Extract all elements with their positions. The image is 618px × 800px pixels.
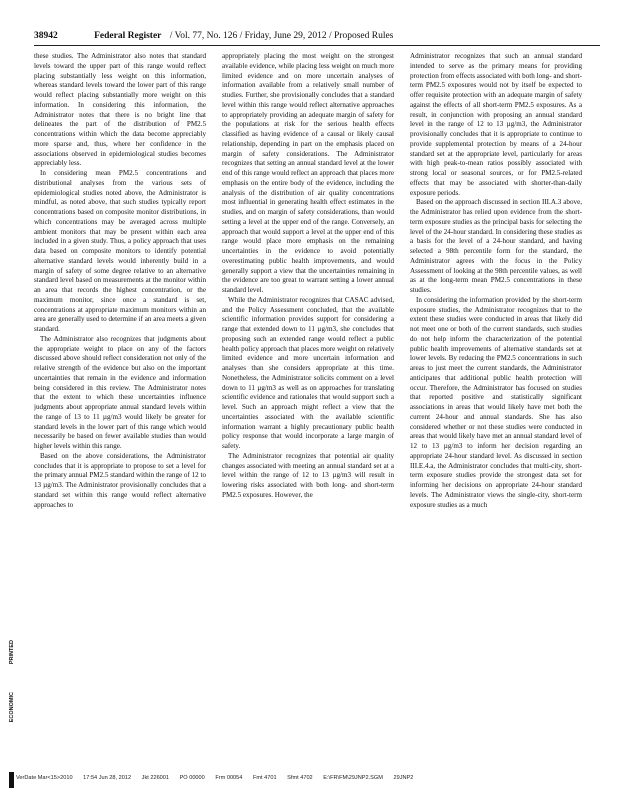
- column-3: [410, 52, 582, 757]
- footer-verdate: VerDate Mar<15>2010: [16, 775, 73, 781]
- page-footer: [16, 773, 606, 783]
- body-columns: [34, 52, 600, 757]
- paragraph: Based on the above considerations, the Administrator concludes that it is appropriate to propose to set a level for the primary annual PM2.5 standard within the range of 12 to 13 µg/m3. The Administrator provisionally concludes that a standard set within this range would reflect alternative approaches to: [34, 451, 206, 509]
- column-2: [222, 52, 394, 757]
- header-rule: [34, 45, 600, 46]
- footer-code: 29JNP2: [393, 775, 414, 781]
- paragraph: these studies. The Administrator also notes that standard levels toward the upper part of this range would reflect placing substantially less weight on this information, whereas standard levels toward the lower part of this range would reflect placing substantially more weight on this information. In considering this information, the Administrator notes that there is no bright line that delineates the part of the distribution of PM2.5 concentrations within which the data become appreciably more sparse and, thus, where her confidence in the associations observed in epidemiological studies becomes appreciably less.: [34, 52, 206, 168]
- margin-stamp-text: ECONOMIC: [9, 692, 15, 723]
- footer-time: 17:54 Jun 28, 2012: [83, 775, 132, 781]
- paragraph: Administrator recognizes that such an annual standard intended to serve as the primary means for providing protection from effects associated with both long- and short-term PM2.5 exposures would not by itself be expected to offer requisite protection with an adequate margin of safety against the effects of all short-term PM2.5 exposures. As a result, in conjunction with proposing an annual standard level in the range of 12 to 13 µg/m3, the Administrator provisionally concludes that it is appropriate to continue to provide supplemental protection by means of a 24-hour standard set at the appropriate level, particularly for areas with high peak-to-mean ratios possibly associated with strong local or seasonal sources, or for PM2.5-related effects that may be associated with shorter-than-daily exposure periods.: [410, 52, 582, 197]
- publication-title: Federal Register: [94, 31, 162, 41]
- volume-info: / Vol. 77, No. 126 / Friday, June 29, 2012 / Proposed Rules: [169, 31, 394, 41]
- paragraph: The Administrator also recognizes that judgments about the appropriate weight to place on any of the factors discussed above should reflect consideration not only of the relative strength of the evidence but also on the important uncertainties that remain in the evidence and information being considered in this review. The Administrator notes that the extent to which these uncertainties influence judgments about appropriate annual standard levels within the range of 13 to 11 µg/m3 would likely be greater for standard levels in the lower part of this range which would necessarily be based on fewer available studies than would higher levels within this range.: [34, 334, 206, 450]
- paragraph: appropriately placing the most weight on the strongest available evidence, while placing less weight on much more limited evidence and on more uncertain analyses of information available from a relatively small number of studies. Further, she provisionally concludes that a standard level within this range would reflect alternative approaches to appropriately providing an adequate margin of safety for the populations at risk for the serious health effects classified as having evidence of a causal or likely causal relationship, depending in part on the emphasis placed on margin of safety considerations. The Administrator recognizes that setting an annual standard level at the lower end of this range would reflect an approach that places more emphasis on the entire body of the evidence, including the analysis of the distribution of air quality concentrations most influential in generating health effect estimates in the studies, and on margin of safety considerations, than would setting a level at the upper end of the range. Conversely, an approach that would support a level at the upper end of this range would place more emphasis on the remaining uncertainties in the evidence to avoid potentially overestimating public health improvements, and would generally support a view that the uncertainties remaining in the evidence are too great to warrant setting a lower annual standard level.: [222, 52, 394, 294]
- paragraph: Based on the approach discussed in section III.A.3 above, the Administrator has relied upon evidence from the short-term exposure studies as the principal basis for selecting the level of the 24-hour standard. In considering these studies as a basis for the level of a 24-hour standard, and having selected a 98th percentile form for the standard, the Administrator agrees with the focus in the Policy Assessment of looking at the 98th percentile values, as well as at the long-term mean PM2.5 concentrations in these studies.: [410, 198, 582, 294]
- paragraph: In considering the information provided by the short-term exposure studies, the Administrator recognizes that to the extent these studies were conducted in areas that likely did not meet one or both of the current standards, such studies do not help inform the characterization of the potential public health improvements of alternative standards set at lower levels. By reducing the PM2.5 concentrations in such areas to just meet the current standards, the Administrator anticipates that additional public health protection will occur. Therefore, the Administrator has focused on studies that reported positive and statistically significant associations in areas that would likely have met both the current 24-hour and annual standards. She has also considered whether or not these studies were conducted in areas that would likely have met an annual standard level of 12 to 13 µg/m3 to inform her decision regarding an appropriate 24-hour standard level. As discussed in section III.E.4.a, the Administrator concludes that multi-city, short-term exposure studies provide the strongest data set for informing her decisions on appropriate 24-hour standard levels. The Administrator views the single-city, short-term exposure studies as a much: [410, 295, 582, 509]
- footer-sfmt: Sfmt 4702: [287, 775, 313, 781]
- margin-stamp-text: PRINTED: [9, 640, 15, 665]
- paragraph: While the Administrator recognizes that CASAC advised, and the Policy Assessment concluded, that the available scientific information provides support for considering a range that extended down to 11 µg/m3, she concludes that proposing such an extended range would reflect a public health policy approach that places more weight on relatively limited evidence and more uncertain information and analyses than she considers appropriate at this time. Nonetheless, the Administrator solicits comment on a level down to 11 µg/m3 as well as on approaches for translating scientific evidence and rationales that would support such a level. Such an approach might reflect a view that the uncertainties associated with the available scientific information warrant a highly precautionary public health policy response that would incorporate a large margin of safety.: [222, 295, 394, 450]
- paragraph: The Administrator recognizes that potential air quality changes associated with meeting an annual standard set at a level within the range of 12 to 13 µg/m3 will result in lowering risks associated with both long- and short-term PM2.5 exposures. However, the: [222, 451, 394, 499]
- margin-mark: [9, 772, 14, 788]
- footer-jkt: Jkt 226001: [141, 775, 170, 781]
- page-header: [34, 30, 600, 42]
- footer-fmt: Fmt 4701: [252, 775, 277, 781]
- paragraph: In considering mean PM2.5 concentrations and distributional analyses from the various sets of epidemiological studies noted above, the Administrator is mindful, as noted above, that such studies typically report concentrations based on composite monitor distributions, in which concentrations may be averaged across multiple ambient monitors that may be present within each area included in a given study. Thus, a policy approach that uses data based on composite monitors to identify potential alternative standard levels would inherently build in a margin of safety of some degree relative to an alternative standard level based on measurements at the monitor within an area that records the highest concentration, or the maximum monitor, since once a standard is set, concentrations at appropriate maximum monitors within an area are generally used to determine if an area meets a given standard.: [34, 169, 206, 333]
- page-number: 38942: [34, 31, 58, 41]
- footer-po: PO 00000: [179, 775, 205, 781]
- footer-frm: Frm 00054: [215, 775, 243, 781]
- footer-file: E:\FR\FM\29JNP2.SGM: [323, 775, 383, 781]
- column-1: [34, 52, 206, 757]
- margin-stamp: [9, 640, 19, 790]
